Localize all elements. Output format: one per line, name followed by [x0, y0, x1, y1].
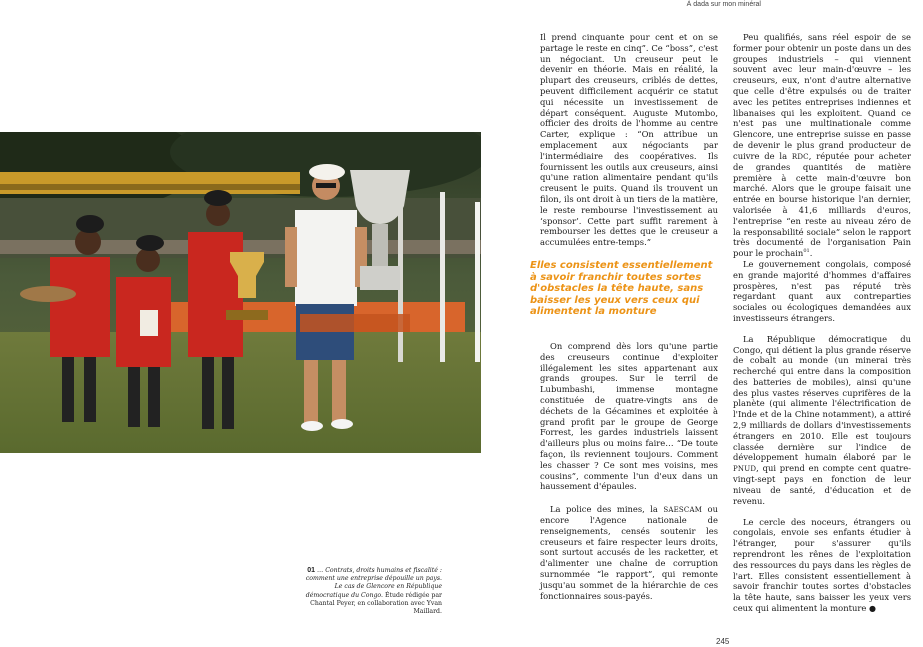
caption-credit: Étude rédigée par Chantal Peyer, en collaboration avec Yvan Maillard. — [310, 591, 442, 615]
photo-illustration — [0, 132, 481, 453]
column-2-p1-before: Peu qualifiés, sans réel espoir de se former pour obtenir un poste dans un des groupes industriels – qui viennent souvent avec leur main-d'œuvre – les creuseurs, eux, n'ont d'autre alternative que celle d'être expulsés ou de traiter avec les petites entreprises indiennes et libanaises qui les exploitent. Quand ce n'est pas une multinationale comme Glencore, une entreprise suisse en passe de devenir le plus grand producteur de cuivre de la — [733, 32, 911, 161]
caption-number: 01 — [307, 567, 316, 574]
column-2-paragraph-3 — [733, 334, 911, 507]
column-2-paragraph-2: Le gouvernement congolais, composé en grande majorité d'hommes d'affaires prospères, n'est pas réputé très regardant quant aux contreparties sociales ou écologiques demandées aux investisseurs étrangers. — [733, 258, 911, 323]
column-2-p1-after: , réputée pour acheter de grandes quantités de matière première à cette main-d'œuvre bon marché. Alors que le groupe faisait une entrée en bourse historique l'an dernier, valorisée à 41,6 milliards d'euros, l'entreprise “en reste au niveau zéro de la responsabilité sociale” selon le rapport très documenté de l'organisation Pain pour le prochain — [733, 150, 911, 259]
column-1-p3-before: La police des mines, la — [550, 504, 664, 515]
caption-ellipsis: … — [315, 567, 326, 574]
column-2-p3-before: La République démocratique du Congo, qui détient la plus grande réserve de cobalt au monde (un minerai très recherché qui entre dans la composition des batteries de mobiles), ainsi qu'une des plus vastes réserves cuprifères de la planète (qui alimente l'électrification de l'Inde et de la Chine notamment), a attiré 2,9 milliards de dollars d'investissements étrangers en 2010. Elle est toujours classée dernière sur l'indice de développement humain élaboré par le — [733, 333, 911, 463]
column-2-paragraph-4 — [733, 517, 911, 615]
acronym-pnud: PNUD — [733, 465, 757, 474]
page-number: 245 — [716, 637, 730, 646]
article-column-2 — [733, 32, 911, 614]
caption-title: Contrats, droits humains et fiscalité : comment une entreprise dépouille un pays. — [305, 567, 442, 583]
caption-subtitle: Le cas de Glencore en République démocratique du Congo. — [305, 583, 442, 599]
column-2-p1-end: . — [809, 248, 813, 259]
column-1-p3-after: ou encore l'Agence nationale de renseignements, censés soutenir les creuseurs et faire respecter leurs droits, sont surtout accusés de les racketter, et d'alimenter une chaîne de corruption surnommée “le rapport”, qui remonte jusqu'au sommet de la hiérarchie de ces fonctionnaires sous-payés. — [540, 504, 718, 601]
article-photo — [0, 132, 481, 453]
column-1-paragraph-3 — [540, 504, 718, 601]
column-2-paragraph-1 — [733, 32, 911, 259]
end-of-article-mark: ● — [869, 604, 876, 614]
column-2-p4-text: Le cercle des noceurs, étrangers ou congolais, envoie ses enfants étudier à l'étranger, pour s'assurer qu'ils reprendront les rênes de l'exploitation des ressources du pays dans les règles de l'art. Elles consistent essentiellement à savoir franchir toutes sortes d'obstacles la tête haute, sans baisser les yeux vers ceux qui alimentent la monture — [733, 516, 911, 614]
acronym-saescam: SAESCAM — [663, 506, 703, 515]
photo-caption — [300, 566, 442, 616]
column-1-paragraph-1: Il prend cinquante pour cent et on se partage le reste en cinq”. Ce “boss”, c'est un négociant. Un creuseur peut le devenir en théorie. Mais en réalité, la plupart des creuseurs, criblés de dettes, peuvent difficilement acquérir ce statut qui nécessite un investissement de départ conséquent. Auguste Mutombo, officier des droits de l'homme au centre Carter, explique : “On attribue un emplacement aux négociants par l'intermédiaire des coopératives. Ils fournissent les outils aux creuseurs, ainsi qu'une ration alimentaire pendant qu'ils creusent le puits. Quand ils trouvent un filon, ils ont droit à un tiers de la matière, le reste rembourse l'investissement au ‘sponsor’. Cette part suffit rarement à rembourser les dettes que le creuseur a accumulées entre-temps.” — [540, 32, 718, 248]
running-head: À dada sur mon minéral — [686, 1, 761, 8]
pull-quote: Elles consistent essentiellement à savoir franchir toutes sortes d'obstacles la tête haute, sans baisser les yeux vers ceux qui alimentent la monture — [530, 260, 713, 317]
acronym-rdc: RDC — [791, 152, 809, 161]
column-1-paragraph-2: On comprend dès lors qu'une partie des creuseurs continue d'exploiter illégalement les sites appartenant aux grands groupes. Sur le terril de Lubumbashi, immense montagne constituée de quatre-vingts ans de déchets de la Gécamines et exploitée à grand profit par le groupe de George Forrest, les gardes industriels laissent d'ailleurs plus ou moins faire… “De toute façon, ils reviennent toujours. Comment les chasser ? Ce sont mes voisins, mes cousins”, commente l'un d'eux dans un haussement d'épaules. — [540, 340, 718, 492]
footnote-ref: 01 — [803, 248, 810, 255]
column-2-p3-after: , qui prend en compte cent quatre-vingt-sept pays en fonction de leur niveau de santé, d'éducation et de revenu. — [733, 463, 911, 506]
